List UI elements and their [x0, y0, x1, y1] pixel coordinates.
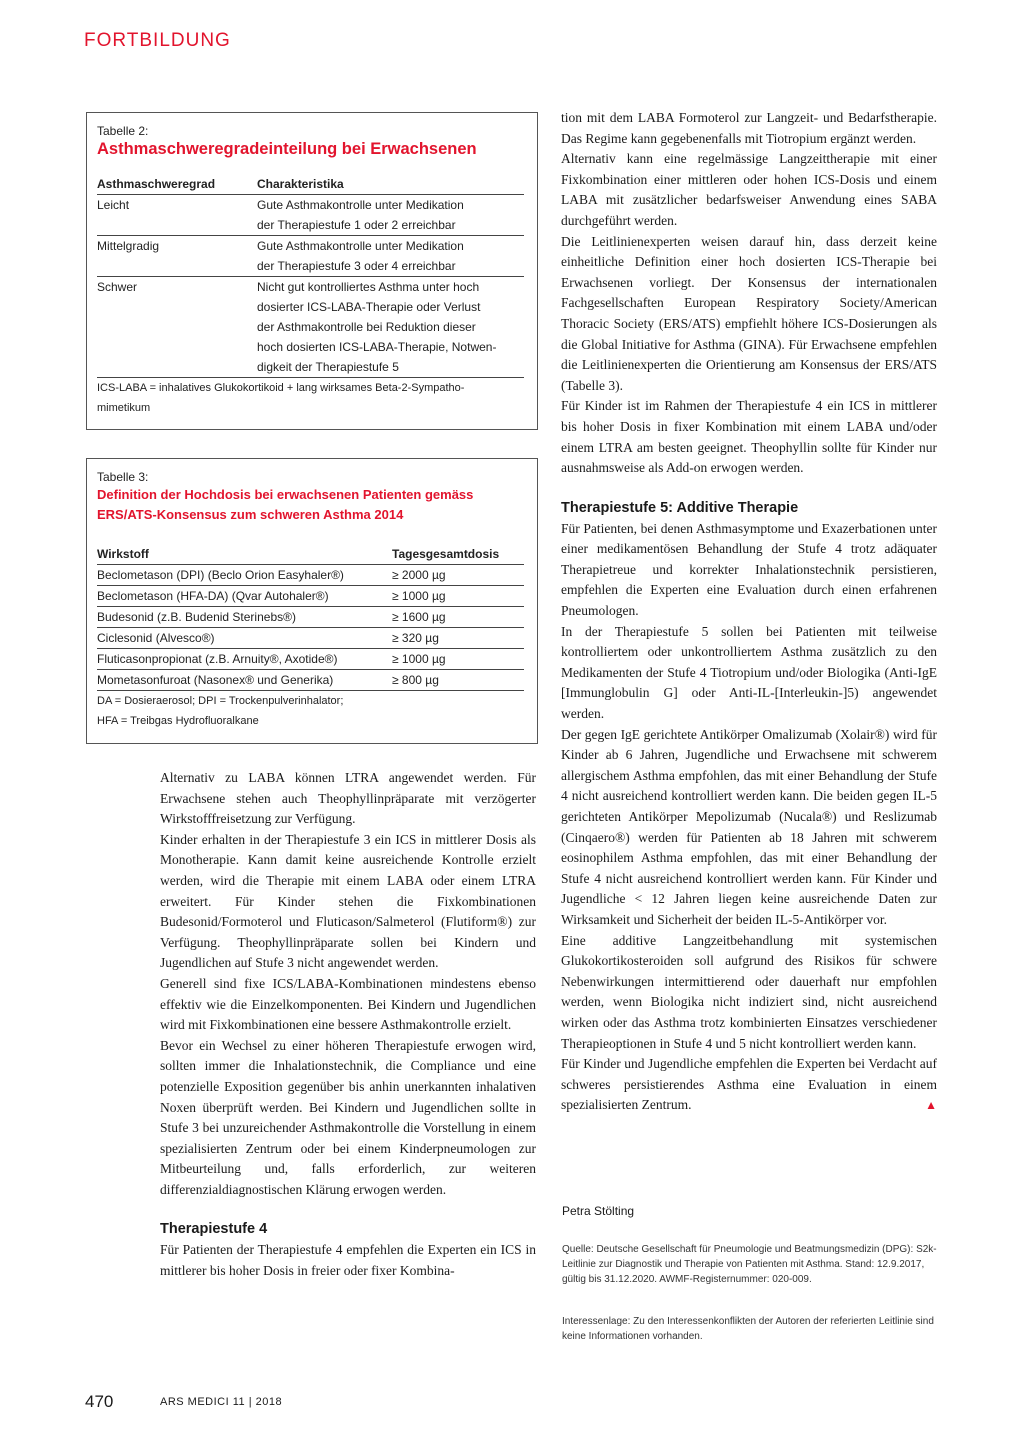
paragraph-text: Für Kinder und Jugendliche empfehlen die Experten bei Verdacht auf schweres persistierendes Asthma eine Evaluation in einem spezialisierten Zentrum.: [561, 1056, 937, 1113]
section-header: FORTBILDUNG: [84, 30, 231, 51]
table-row: [97, 628, 524, 649]
table-3-box: [86, 458, 538, 744]
table-header-grade: Asthmaschweregrad: [97, 177, 257, 195]
drug-cell: Fluticasonpropionat (z.B. Arnuity®, Axotide®): [97, 649, 392, 670]
cell-line: der Asthmakontrolle bei Reduktion dieser: [257, 320, 476, 334]
drug-cell: Budesonid (z.B. Budenid Sterinebs®): [97, 607, 392, 628]
note-line: DA = Dosieraerosol; DPI = Trockenpulverinhalator;: [97, 695, 344, 707]
grade-cell: Mittelgradig: [97, 236, 257, 277]
characteristics-cell: [257, 236, 524, 277]
table-3-title: [97, 485, 524, 525]
paragraph: Kinder erhalten in der Therapiestufe 3 ein ICS in mittlerer Dosis als Monotherapie. Kann damit keine ausreichende Kontrolle erzielt werden, wird die Therapie mit einem LABA oder einem LTRA erweitert. Für Kinder stehen die Fixkombinationen Budesonid/Formoterol und Fluticason/Salmeterol (Flutiform®) zur Verfügung. Theophyllinpräparate sollen bei Kindern und Jugendlichen auf Stufe 3 nicht angewendet werden.: [160, 831, 536, 971]
drug-cell: Beclometason (HFA-DA) (Qvar Autohaler®): [97, 586, 392, 607]
cell-line: dosierter ICS-LABA-Therapie oder Verlust: [257, 300, 481, 314]
conflict-note: Interessenlage: Zu den Interessenkonflikten der Autoren der referierten Leitlinie sind keine Informationen vorhanden.: [562, 1316, 934, 1342]
left-text-column: [160, 768, 536, 1282]
paragraph: Alternativ zu LABA können LTRA angewendet werden. Für Erwachsene stehen auch Theophyllinpräparate mit verzögerter Wirkstofffreisetzung zur Verfügung.: [160, 770, 536, 827]
dose-cell: ≥ 2000 µg: [392, 565, 524, 586]
right-text-column: [561, 108, 937, 1116]
paragraph: Der gegen IgE gerichtete Antikörper Omalizumab (Xolair®) wird für Kinder ab 6 Jahren, Jugendliche und Erwachsene mit schwerem allergischem Asthma empfohlen, das mit einer Behandlung der Stufe 4 nicht ausreichend kontrolliert werden kann. Die beiden gegen IL-5 gerichteten Antikörper Mepolizumab (Nucala®) und Reslizumab (Cinqaero®) werden für Patienten ab 18 Jahren mit schwerem eosinophilem Asthma empfohlen, das mit einer Behandlung der Stufe 4 nicht ausreichend kontrolliert werden kann. Für Kinder und Jugendliche < 12 Jahren liegen keine ausreichende Daten zur Wirksamkeit und Sicherheit der beiden IL-5-Antikörper vor.: [561, 726, 937, 927]
characteristics-cell: [257, 195, 524, 236]
cell-line: digkeit der Therapiestufe 5: [257, 360, 399, 374]
drug-cell: Ciclesonid (Alvesco®): [97, 628, 392, 649]
characteristics-cell: [257, 277, 524, 378]
publication-info: ARS MEDICI 11 | 2018: [160, 1396, 283, 1408]
grade-cell: Schwer: [97, 277, 257, 378]
heading-therapiestufe-5: Therapiestufe 5: Additive Therapie: [561, 499, 799, 516]
paragraph-last: [561, 1054, 937, 1116]
heading-therapiestufe-4: Therapiestufe 4: [160, 1221, 268, 1238]
grade-cell: Leicht: [97, 195, 257, 236]
paragraph: In der Therapiestufe 5 sollen bei Patienten mit teilweise kontrolliertem oder unkontrolliertem Asthma zusätzlich zu den Medikamenten der Stufe 4 Tiotropium und/oder Biologika (Anti-IgE [Immunglobulin G] oder Anti-IL-[Interleukin-]5) angewendet werden.: [561, 623, 937, 722]
dose-cell: ≥ 800 µg: [392, 670, 524, 691]
cell-line: hoch dosierten ICS-LABA-Therapie, Notwen-: [257, 340, 497, 354]
table-3-note: [97, 691, 524, 731]
page-number: 470: [85, 1392, 114, 1411]
note-line: mimetikum: [97, 402, 151, 414]
note-line: ICS-LABA = inhalatives Glukokortikoid + lang wirksames Beta-2-Sympatho-: [97, 382, 465, 394]
table-header-drug: Wirkstoff: [97, 547, 392, 565]
note-line: HFA = Treibgas Hydrofluoralkane: [97, 715, 259, 727]
paragraph: Bevor ein Wechsel zu einer höheren Therapiestufe erwogen wird, sollten immer die Inhalationstechnik, die Compliance und eine potenzielle Exposition gegenüber bis anhin unerkannten inhalativen Noxen überprüft werden. Bei Kindern und Jugendlichen sollte in Stufe 3 bei unzureichender Asthmakontrolle die Vorstellung in einem spezialisierten Zentrum oder bei einem Kinderpneumologen zur Mitbeurteilung und, falls erforderlich, zur weiteren differenzialdiagnostischen Klärung erwogen werden.: [160, 1037, 536, 1197]
table-row: [97, 565, 524, 586]
paragraph: Die Leitlinienexperten weisen darauf hin, dass derzeit keine einheitliche Definition einer hoch dosierten ICS-Therapie bei Erwachsenen vorliegt. Der Konsensus der internationalen Fachgesellschaften European Respiratory Society/American Thoracic Society (ERS/ATS) empfiehlt höhere ICS-Dosierungen als die Global Initiative for Asthma (GINA). Für Erwachsene empfehlen die Leitlinienexperten die Orientierung am Konsensus der ERS/ATS (Tabelle 3).: [561, 233, 937, 393]
title-line: Definition der Hochdosis bei erwachsenen Patienten gemäss: [97, 487, 474, 502]
author-name: Petra Stölting: [562, 1204, 635, 1218]
cell-line: Nicht gut kontrolliertes Asthma unter hoch: [257, 280, 480, 294]
table-2-note: [97, 378, 524, 418]
table-header-dose: Tagesgesamtdosis: [392, 547, 524, 565]
paragraph: Für Kinder ist im Rahmen der Therapiestufe 4 ein ICS in mittlerer bis hoher Dosis in fixer Kombination mit einem LABA und/oder einem LTRA am besten geeignet. Theophyllin sollte für Kinder nur ausnahmsweise als Add-on erwogen werden.: [561, 398, 937, 476]
table-row: [97, 236, 524, 277]
source-note: Quelle: Deutsche Gesellschaft für Pneumologie und Beatmungsmedizin (DPG): S2k-Leitlinie zur Diagnostik und Therapie von Patienten mit Asthma. Stand: 12.9.2017, gültig bis 31.12.2020. AWMF-Registernummer: 020-009.: [562, 1244, 937, 1285]
cell-line: Gute Asthmakontrolle unter Medikation: [257, 198, 464, 212]
cell-line: Gute Asthmakontrolle unter Medikation: [257, 239, 464, 253]
dose-cell: ≥ 1000 µg: [392, 649, 524, 670]
table-2-title: Asthmaschweregradeinteilung bei Erwachsenen: [97, 140, 477, 158]
drug-cell: Beclometason (DPI) (Beclo Orion Easyhaler®): [97, 565, 392, 586]
paragraph: Generell sind fixe ICS/LABA-Kombinationen mindestens ebenso effektiv wie die Einzelkomponenten. Bei Kindern und Jugendlichen wird mit Fixkombinationen eine bessere Asthmakontrolle erzielt.: [160, 975, 536, 1033]
drug-cell: Mometasonfuroat (Nasonex® und Generika): [97, 670, 392, 691]
paragraph: Für Patienten der Therapiestufe 4 empfehlen die Experten ein ICS in mittlerer bis hoher Dosis in freier oder fixer Kombina-: [160, 1242, 536, 1279]
dose-cell: ≥ 320 µg: [392, 628, 524, 649]
table-3-label: Tabelle 3:: [97, 470, 149, 484]
table-2: [97, 177, 524, 378]
paragraph: tion mit dem LABA Formoterol zur Langzeit- und Bedarfstherapie. Das Regime kann gegebenenfalls mit Tiotropium ergänzt werden.: [561, 110, 937, 146]
table-header-characteristics: Charakteristika: [257, 177, 524, 195]
table-row: [97, 277, 524, 378]
paragraph: Für Patienten, bei denen Asthmasymptome und Exazerbationen unter einer medikamentösen Behandlung der Stufe 4 trotz adäquater Therapietreue und korrekter Inhalationstechnik persistieren, empfehlen die Experten eine Evaluation durch einen erfahrenen Pneumologen.: [561, 520, 937, 619]
table-row: [97, 195, 524, 236]
end-triangle-icon: ▲: [925, 1098, 937, 1113]
table-row: [97, 586, 524, 607]
table-row: [97, 607, 524, 628]
cell-line: der Therapiestufe 1 oder 2 erreichbar: [257, 218, 456, 232]
table-row: [97, 649, 524, 670]
title-line: ERS/ATS-Konsensus zum schweren Asthma 2014: [97, 507, 404, 522]
dose-cell: ≥ 1600 µg: [392, 607, 524, 628]
dose-cell: ≥ 1000 µg: [392, 586, 524, 607]
paragraph: Alternativ kann eine regelmässige Langzeittherapie mit einer Fixkombination einer mittleren oder hohen ICS-Dosis und einem LABA mit zusätzlicher bedarfsweiser Anwendung eines SABA durchgeführt werden.: [561, 151, 937, 228]
table-row: [97, 670, 524, 691]
table-2-box: [86, 112, 538, 430]
paragraph: Eine additive Langzeitbehandlung mit systemischen Glukokortikosteroiden soll aufgrund des Risikos für schwere Nebenwirkungen intermittierend oder dauerhaft nur empfohlen werden, wenn Biologika nicht indiziert sind, nicht ausreichend wirken oder das Asthma trotz kombinierten Einsatzes verschiedener Therapieoptionen in Stufe 4 und 5 nicht kontrolliert werden kann.: [561, 932, 937, 1051]
cell-line: der Therapiestufe 3 oder 4 erreichbar: [257, 259, 456, 273]
table-2-label: Tabelle 2:: [97, 124, 149, 138]
table-3: [97, 547, 524, 691]
